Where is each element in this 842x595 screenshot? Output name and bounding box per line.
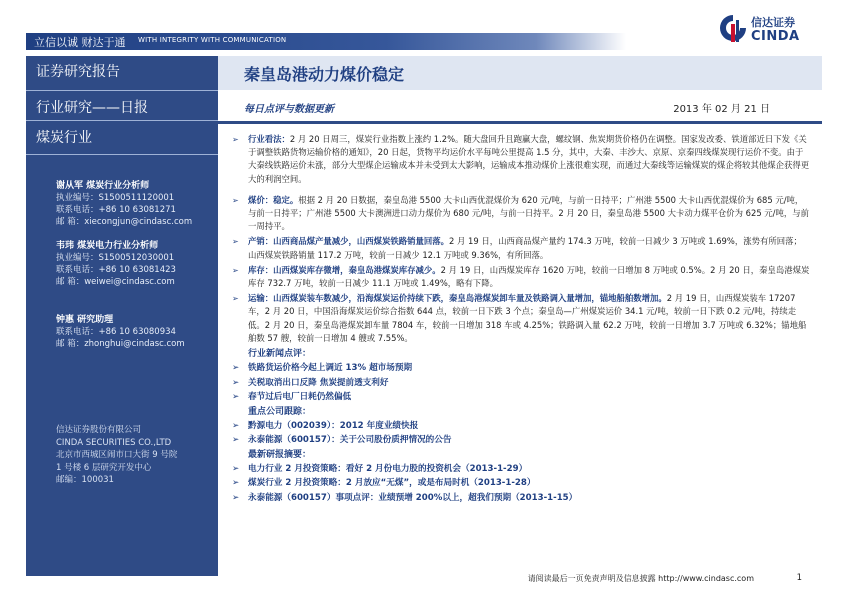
sidebar-divider — [26, 90, 218, 91]
arrow-bullet-icon: ➢ — [232, 377, 240, 388]
company-name-cn: 信达证券股份有限公司 — [56, 425, 142, 435]
company-news-item[interactable] — [232, 433, 810, 448]
report-body — [232, 133, 810, 505]
arrow-bullet-icon: ➢ — [232, 420, 240, 431]
paragraph-text: 2 月 19 日，山西煤炭装车 17207 车，2 月 20 日，中国沿海煤炭运价综合指数 644 点，较前一日下跌 3 个点；秦皇岛—广州煤炭运价 34.1 元/吨，较前一日下跌 0.2 元/吨，持续走低。2 月 20 日，秦皇岛港煤炭卸车量 7804 车，较前一日增加 318 车或 4.25%；铁路调入量 62.2 万吨，较前一日增加 3.7 万吨或 6.32%；锚地船舶数 57 艘，较前一日增加 4 艘或 7.55%。 — [248, 293, 807, 343]
research-item[interactable] — [232, 476, 810, 491]
paragraph-text: 2 月 19 日，山西商品煤产量约 174.3 万吨，较前一日减少 3 万吨或 1.69%，涨势有所回落；山西煤炭铁路销量 117.2 万吨，较前一日减少 12.1 万吨或 9.36%，有所回落。 — [248, 236, 802, 260]
research-item[interactable] — [232, 462, 810, 477]
arrow-bullet-icon: ➢ — [232, 478, 240, 489]
analyst-name: 韦玮 煤炭电力行业分析师 — [56, 241, 159, 251]
analyst-phone: 联系电话：+86 10 63081423 — [56, 265, 176, 275]
paragraph-coal-price — [232, 194, 810, 234]
paragraph-transport — [232, 292, 810, 345]
report-subtitle: 每日点评与数据更新 — [244, 104, 334, 115]
research-item-label: 煤炭行业 2 月投资策略：2 月放应“无煤”，或是布局时机（2013-1-28） — [248, 478, 536, 489]
paragraph-lead: 运输：山西煤炭装车数减少，沿海煤炭运价持续下跌，秦皇岛港煤炭卸车量及铁路调入量增加，锚地船舶数增加。 — [248, 293, 667, 304]
paragraph-inventory — [232, 264, 810, 290]
arrow-bullet-icon: ➢ — [232, 492, 240, 503]
analyst-name: 谢从军 煤炭行业分析师 — [56, 181, 150, 191]
industry-news-title: 行业新闻点评： — [248, 349, 312, 360]
logo-cn: 信达证券 — [751, 16, 795, 29]
slogan-cn: 立信以诚 财达于通 — [34, 36, 126, 49]
paragraph-lead: 行业看法： — [248, 134, 290, 144]
analyst-phone: 联系电话：+86 10 63080934 — [56, 327, 176, 337]
sidebar-heading-category: 行业研究——日报 — [36, 100, 148, 116]
news-item-label: 关税取消出口反降 焦炭提前透支利好 — [248, 377, 389, 388]
paragraph-lead: 库存：山西煤炭库存微增，秦皇岛港煤炭库存减少。 — [248, 264, 441, 275]
company-address-2: 1 号楼 6 层研究开发中心 — [56, 462, 152, 473]
paragraph-production-sales — [232, 235, 810, 261]
paragraph-text: 2 月 19 日，山西煤炭库存 1620 万吨，较前一日增加 8 万吨或 0.5%。2 月 20 日，秦皇岛港煤炭库存 732.7 万吨，较前一日减少 11.1 万吨或 1.49%，略有下降。 — [248, 264, 810, 289]
company-address: 北京市西城区闹市口大街 9 号院 — [56, 450, 178, 460]
sidebar-divider — [26, 120, 218, 121]
company-tracking-title: 重点公司跟踪： — [248, 406, 312, 417]
research-item[interactable] — [232, 491, 810, 506]
slogan-en: WITH INTEGRITY WITH COMMUNICATION — [138, 36, 287, 44]
cinda-logo-mark — [717, 12, 749, 46]
company-news-label: 黔源电力（002039）：2012 年度业绩快报 — [248, 420, 419, 431]
analyst-email: 邮 箱：zhonghui@cindasc.com — [56, 339, 185, 349]
research-summary-title: 最新研报摘要： — [248, 449, 312, 460]
title-bar — [218, 56, 822, 90]
analyst-card — [56, 314, 218, 350]
page-title: 秦皇岛港动力煤价稳定 — [244, 65, 405, 84]
analyst-license: 执业编号：S1500511120001 — [56, 193, 175, 203]
news-item-label: 铁路货运价格今起上调近 13% 超市场预期 — [248, 363, 413, 374]
analyst-name: 钟惠 研究助理 — [56, 315, 114, 325]
company-news-item[interactable] — [232, 419, 810, 434]
arrow-bullet-icon: ➢ — [232, 195, 239, 205]
page-number: 1 — [796, 573, 802, 583]
slogan-bar — [26, 33, 626, 50]
news-item[interactable] — [232, 376, 810, 391]
title-divider — [218, 121, 822, 124]
paragraph-lead: 产销：山西商品煤产量减少，山西煤炭铁路销量回落。 — [248, 236, 449, 247]
arrow-bullet-icon: ➢ — [232, 435, 240, 446]
arrow-bullet-icon: ➢ — [232, 237, 239, 247]
analyst-card — [56, 240, 218, 288]
arrow-bullet-icon: ➢ — [232, 363, 240, 374]
cinda-logo — [717, 12, 817, 48]
analyst-phone: 联系电话：+86 10 63081271 — [56, 205, 176, 215]
paragraph-text: 根据 2 月 20 日数据，秦皇岛港 5500 大卡山西优混煤价为 620 元/吨，与前一日持平；广州港 5500 大卡山西优混煤价为 685 元/吨，与前一日持平；广州港 5500 大卡澳洲进口动力煤价为 680 元/吨，与前一日持平。2 月 20 日，秦皇岛港 5500 大卡动力煤平仓价为 625 元/吨，与前一周持平。 — [248, 194, 810, 232]
footer-disclaimer: 请阅读最后一页免责声明及信息披露 http://www.cindasc.com — [527, 574, 754, 583]
analyst-email: 邮 箱：xiecongjun@cindasc.com — [56, 217, 193, 227]
company-news-label: 永泰能源（600157）：关于公司股份质押情况的公告 — [248, 435, 452, 446]
research-item-label: 永泰能源（600157）事项点评：业绩预增 200%以上，超我们预期（2013-1-15） — [248, 492, 578, 503]
arrow-bullet-icon: ➢ — [232, 265, 239, 275]
sidebar-heading-industry: 煤炭行业 — [36, 130, 92, 146]
paragraph-lead: 煤价：稳定。 — [248, 194, 299, 205]
news-item[interactable] — [232, 361, 810, 376]
research-item-label: 电力行业 2 月投资策略：看好 2 月份电力股的投资机会（2013-1-29） — [248, 463, 528, 474]
subtitle-row — [218, 94, 822, 116]
paragraph-text: 2 月 20 日周三，煤炭行业指数上涨约 1.2%。随大盘回升且跑赢大盘，螺纹钢、焦炭期货价格仍在调整。国家发改委、铁道部近日下发《关于调整铁路货物运输价格的通知》，20 日起，货物平均运价水平每吨公里提高 1.5 分，其中，大秦、丰沙大、京原、京秦四线煤炭现行运价不变。由于大秦线铁路运价未涨，部分大型煤企运输成本并未受到太大影响，运输成本推动煤价上涨很难实现，而通过大秦线等运输煤炭的煤企将较其他煤企获得更大的利润空间。 — [248, 134, 810, 184]
company-info — [56, 424, 216, 487]
news-item-label: 春节过后电厂日耗仍然偏低 — [248, 392, 352, 403]
news-item[interactable] — [232, 390, 810, 405]
logo-en: CINDA — [751, 29, 800, 44]
analyst-card — [56, 180, 218, 228]
arrow-bullet-icon: ➢ — [232, 463, 240, 474]
sidebar — [26, 56, 218, 576]
arrow-bullet-icon: ➢ — [232, 392, 240, 403]
arrow-bullet-icon: ➢ — [232, 135, 239, 144]
company-postcode: 邮编：100031 — [56, 475, 114, 485]
analyst-license: 执业编号：S1500512030001 — [56, 253, 175, 263]
sidebar-divider — [26, 154, 218, 155]
analyst-email: 邮 箱：weiwei@cindasc.com — [56, 277, 175, 287]
paragraph-industry-view — [232, 133, 810, 186]
sidebar-heading-report-type: 证券研究报告 — [36, 64, 120, 80]
arrow-bullet-icon: ➢ — [232, 294, 239, 304]
top-banner — [0, 0, 842, 50]
report-date: 2013 年 02 月 21 日 — [673, 104, 770, 115]
company-name-en: CINDA SECURITIES CO.,LTD — [56, 437, 172, 448]
